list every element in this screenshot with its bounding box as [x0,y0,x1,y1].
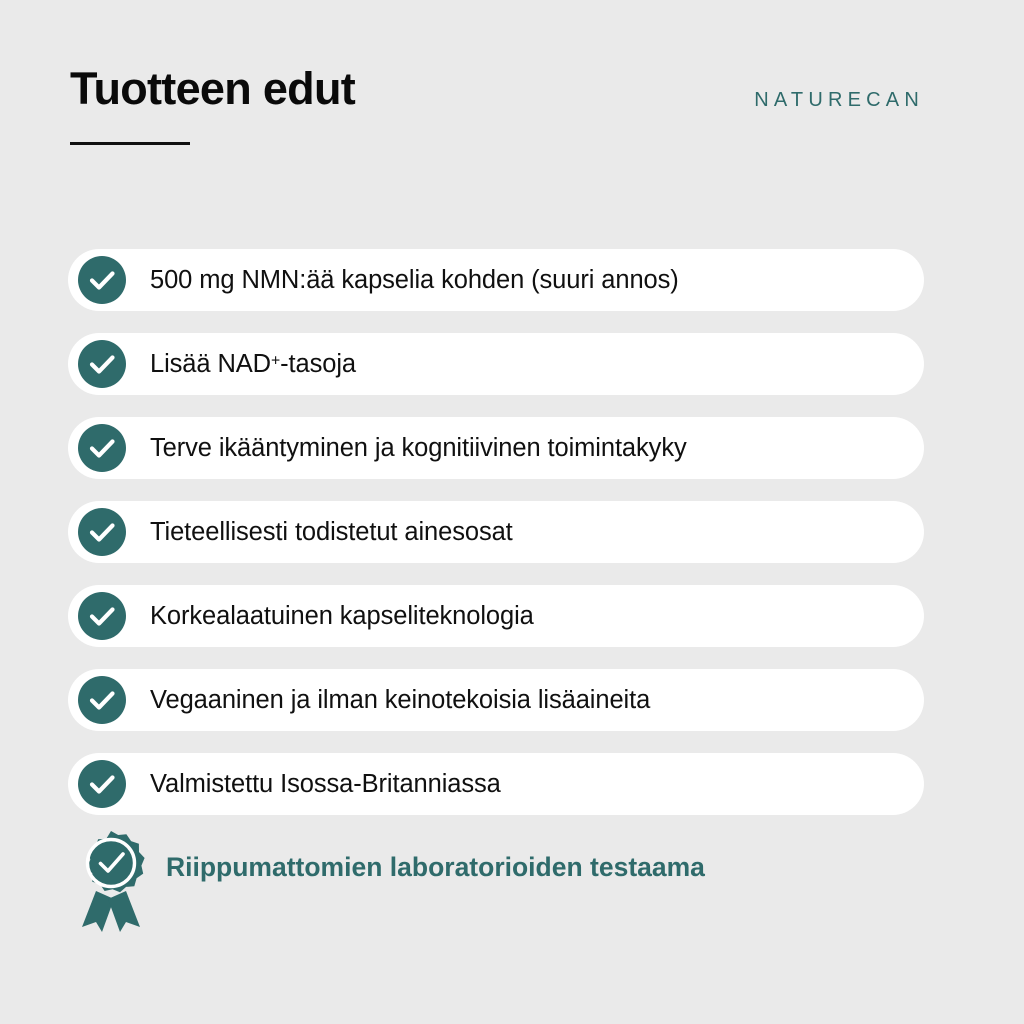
benefit-label: Terve ikääntyminen ja kognitiivinen toimintakyky [150,433,687,462]
benefit-row [68,753,924,815]
benefits-list [68,249,924,837]
benefit-row [68,333,924,395]
check-circle-icon [78,760,126,808]
check-circle-icon [78,340,126,388]
benefit-row [68,501,924,563]
benefit-row [68,585,924,647]
award-rosette-check-icon [72,829,150,934]
superscript-plus: + [271,351,281,369]
benefit-row [68,669,924,731]
lab-tested-label: Riippumattomien laboratorioiden testaama [166,852,705,882]
benefit-row [68,417,924,479]
lab-tested-row [68,828,928,943]
check-circle-icon [78,592,126,640]
benefit-row [68,249,924,311]
check-circle-icon [78,424,126,472]
benefit-label: 500 mg NMN:ää kapselia kohden (suuri annos) [150,265,679,294]
check-circle-icon [78,256,126,304]
benefit-label-suffix: -tasoja [280,349,356,378]
poster-header [0,0,1024,175]
benefit-label: Korkealaatuinen kapseliteknologia [150,601,534,630]
benefit-label [150,350,356,379]
benefit-label: Vegaaninen ja ilman keinotekoisia lisäaineita [150,685,651,714]
check-circle-icon [78,676,126,724]
benefit-label: Tieteellisesti todistetut ainesosat [150,517,513,546]
page-title: Tuotteen edut [70,63,356,114]
benefit-label: Valmistettu Isossa-Britanniassa [150,769,501,798]
title-underline-rule [70,142,190,145]
benefit-label-prefix: Lisää NAD [150,349,271,378]
brand-logo-naturecan: NATURECAN [754,89,924,111]
check-circle-icon [78,508,126,556]
